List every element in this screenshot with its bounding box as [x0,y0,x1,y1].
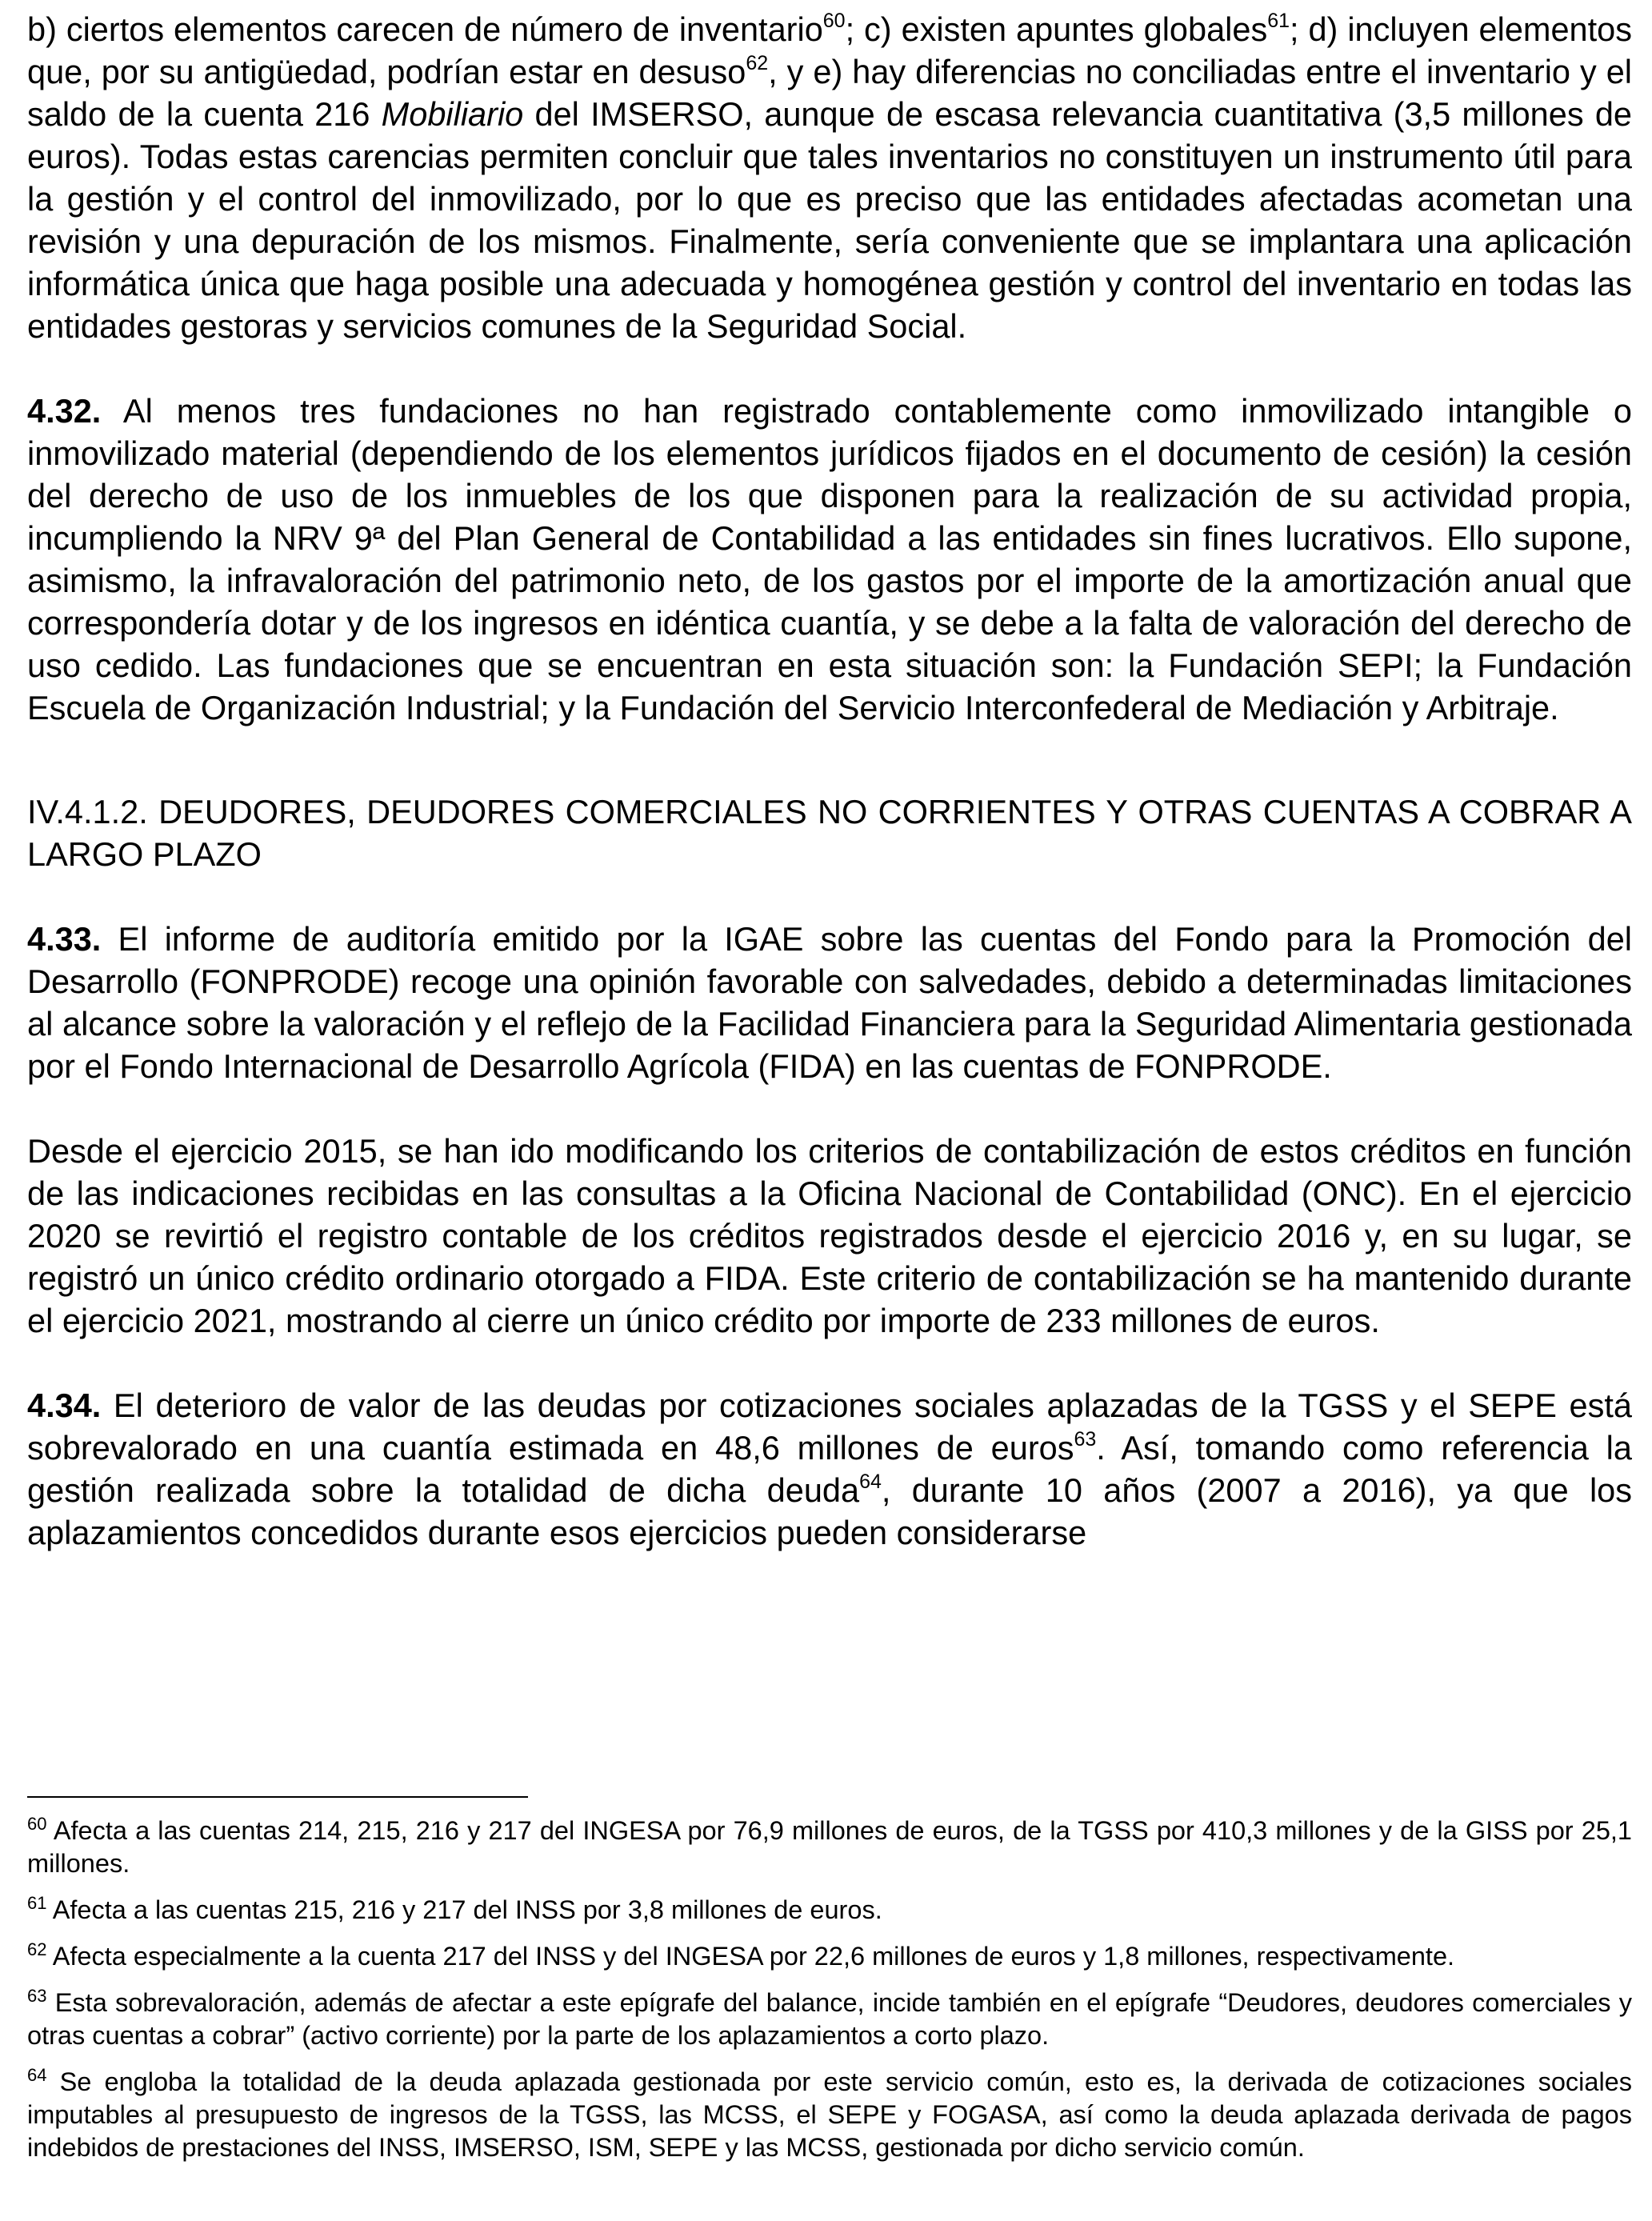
paragraph-4-32 [27,390,1632,729]
footnote-text: Afecta especialmente a la cuenta 217 del INSS y del INGESA por 22,6 millones de euros y 1,8 millones, respectivamente. [46,1942,1455,1971]
paragraph-text: . Así, tomando como referencia la gestión realizada sobre la totalidad de dicha deuda [27,1429,1632,1509]
paragraph-text: El deterioro de valor de las deudas por cotizaciones sociales aplazadas de la TGSS y el SEPE está sobrevalorado en una cuantía estimada en 48,6 millones de euros [27,1387,1632,1467]
footnote-62 [27,1940,1632,1973]
paragraph-4-33-continued [27,1130,1632,1342]
paragraph-text: , durante 10 años (2007 a 2016), ya que los aplazamientos concedidos durante esos ejercicios pueden considerarse [27,1471,1633,1551]
paragraph-number: 4.33. [27,920,102,958]
section-heading: IV.4.1.2. DEUDORES, DEUDORES COMERCIALES NO CORRIENTES Y OTRAS CUENTAS A COBRAR A LARGO PLAZO [27,793,1632,873]
footnote-separator [27,1796,528,1798]
paragraph-text: ; c) existen apuntes globales [845,10,1268,48]
paragraph-text: , y e) hay diferencias no conciliadas entre el inventario y el saldo de la cuenta 216 [27,53,1632,133]
footnote-number: 60 [27,1814,47,1835]
footnote-ref-60[interactable]: 60 [822,10,846,33]
footnote-60 [27,1815,1632,1880]
footnote-text: Afecta a las cuentas 214, 215, 216 y 217 del INGESA por 76,9 millones de euros, de la TGSS por 410,3 millones y de la GISS por 25,1 millones. [27,1816,1632,1878]
italic-account-name: Mobiliario [381,95,524,133]
document-page [27,8,1632,1554]
footnote-number: 61 [27,1893,47,1914]
footnote-ref-62[interactable]: 62 [746,52,769,75]
footnote-ref-64[interactable]: 64 [859,1471,882,1494]
paragraph-text: Desde el ejercicio 2015, se han ido modificando los criterios de contabilización de estos créditos en función de las indicaciones recibidas en las consultas a la Oficina Nacional de Contabilidad (ONC). En el ejercicio 2020 se revirtió el registro contable de los créditos registrados desde el ejercicio 2016 y, en su lugar, se registró un único crédito ordinario otorgado a FIDA. Este criterio de contabilización se ha mantenido durante el ejercicio 2021, mostrando al cierre un único crédito por importe de 233 millones de euros. [27,1132,1632,1339]
footnote-number: 64 [27,2065,47,2086]
paragraph-text: Al menos tres fundaciones no han registrado contablemente como inmovilizado intangible o inmovilizado material (dependiendo de los elementos jurídicos fijados en el documento de cesión) la cesión del derecho de uso de los inmuebles de los que disponen para la realización de su actividad propia, incumpliendo la NRV 9ª del Plan General de Contabilidad a las entidades sin fines lucrativos. Ello supone, asimismo, la infravaloración del patrimonio neto, de los gastos por el importe de la amortización anual que correspondería dotar y de los ingresos en idéntica cuantía, y se debe a la falta de valoración del derecho de uso cedido. Las fundaciones que se encuentran en esta situación son: la Fundación SEPI; la Fundación Escuela de Organización Industrial; y la Fundación del Servicio Interconfederal de Mediación y Arbitraje. [27,392,1632,726]
paragraph-number: 4.32. [27,392,102,430]
paragraph-text: ; d) incluyen elementos que, por su antigüedad, podrían estar en desuso [27,10,1632,90]
paragraph-continuation [27,8,1632,347]
footnote-64 [27,2066,1632,2164]
footnote-ref-61[interactable]: 61 [1267,10,1290,33]
footnote-61 [27,1894,1632,1927]
footnote-text: Se engloba la totalidad de la deuda aplazada gestionada por este servicio común, esto es, la derivada de cotizaciones sociales imputables al presupuesto de ingresos de la TGSS, las MCSS, el SEPE y FOGASA, así como la deuda aplazada derivada de pagos indebidos de prestaciones del INSS, IMSERSO, ISM, SEPE y las MCSS, gestionada por dicho servicio común. [27,2067,1632,2162]
paragraph-4-34 [27,1384,1632,1554]
footnote-63 [27,1987,1632,2052]
paragraph-text: El informe de auditoría emitido por la IGAE sobre las cuentas del Fondo para la Promoción del Desarrollo (FONPRODE) recoge una opinión favorable con salvedades, debido a determinadas limitaciones al alcance sobre la valoración y el reflejo de la Facilidad Financiera para la Seguridad Alimentaria gestionada por el Fondo Internacional de Desarrollo Agrícola (FIDA) en las cuentas de FONPRODE. [27,920,1632,1085]
footnote-text: Esta sobrevaloración, además de afectar a este epígrafe del balance, incide también en el epígrafe “Deudores, deudores comerciales y otras cuentas a cobrar” (activo corriente) por la parte de los aplazamientos a corto plazo. [27,1988,1632,2050]
footnote-number: 63 [27,1986,47,2007]
footnote-text: Afecta a las cuentas 215, 216 y 217 del INSS por 3,8 millones de euros. [46,1895,882,1924]
footnote-ref-63[interactable]: 63 [1074,1428,1097,1451]
paragraph-text: b) ciertos elementos carecen de número de inventario [27,10,823,48]
paragraph-4-33 [27,918,1632,1087]
paragraph-text: del IMSERSO, aunque de escasa relevancia cuantitativa (3,5 millones de euros). Todas estas carencias permiten concluir que tales inventarios no constituyen un instrumento útil para la gestión y el control del inmovilizado, por lo que es preciso que las entidades afectadas acometan una revisión y una depuración de los mismos. Finalmente, sería conveniente que se implantara una aplicación informática única que haga posible una adecuada y homogénea gestión y control del inventario en todas las entidades gestoras y servicios comunes de la Seguridad Social. [27,95,1632,345]
paragraph-number: 4.34. [27,1387,102,1424]
footnotes [27,1815,1632,2178]
footnote-number: 62 [27,1939,47,1960]
